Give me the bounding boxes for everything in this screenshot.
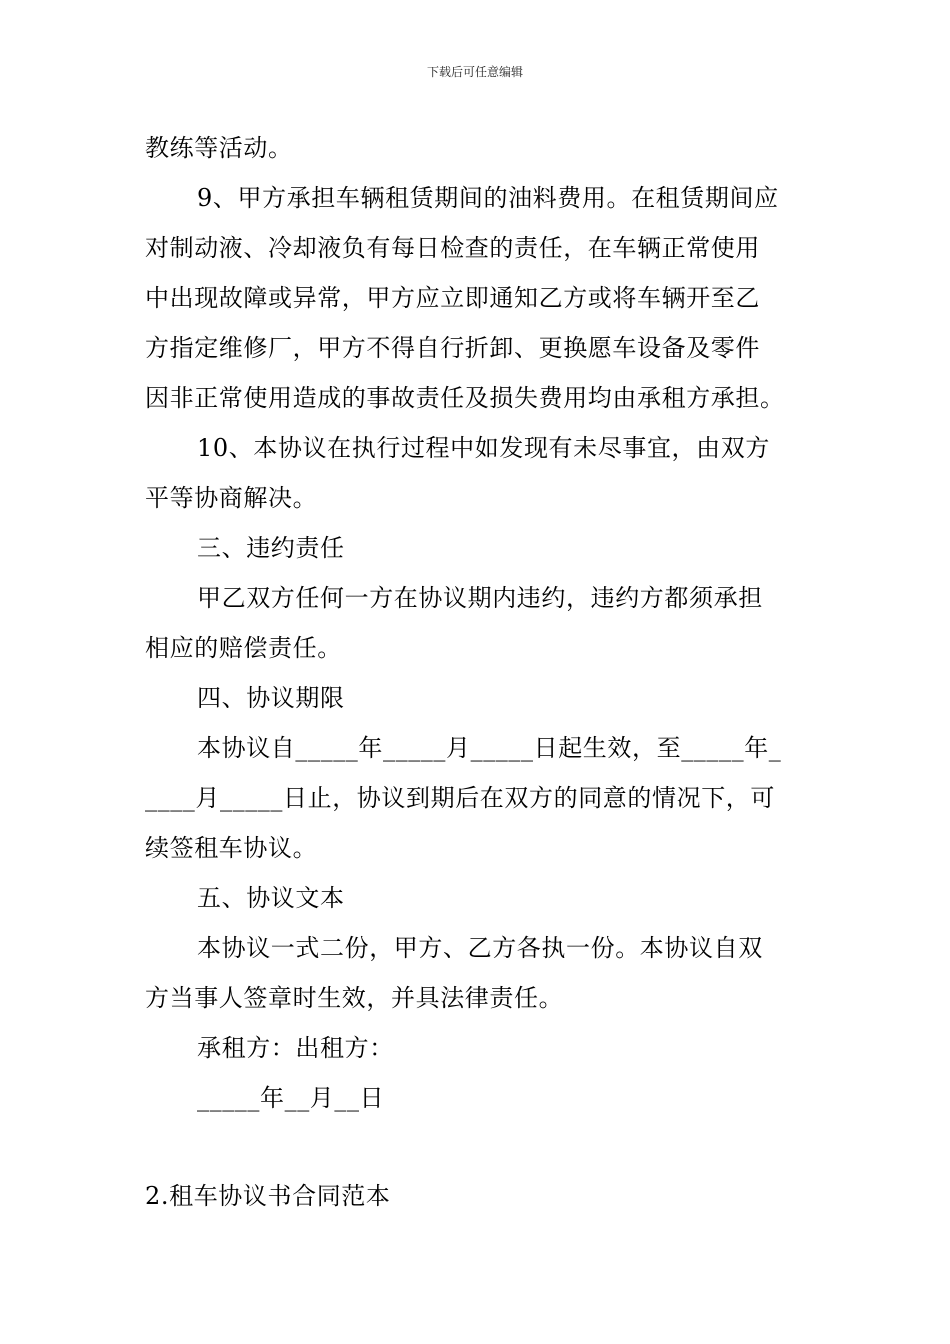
- signature-parties: 承租方：出租方：: [197, 1034, 394, 1062]
- body-line: 平等协商解决。: [145, 484, 318, 512]
- section-heading-text: 五、协议文本: [197, 884, 345, 912]
- body-line: 中出现故障或异常，甲方应立即通知乙方或将车辆开至乙: [145, 284, 760, 312]
- body-line: 方当事人签章时生效，并具法律责任。: [145, 984, 564, 1012]
- clause-10-line: 10、本协议在执行过程中如发现有未尽事宜，由双方: [197, 434, 770, 462]
- term-date-line: ____月_____日止，协议到期后在双方的同意的情况下，可: [145, 784, 775, 812]
- body-line: 对制动液、冷却液负有每日检查的责任，在车辆正常使用: [145, 234, 760, 262]
- body-line: 本协议一式二份，甲方、乙方各执一份。本协议自双: [197, 934, 763, 962]
- term-date-line: 本协议自_____年_____月_____日起生效，至_____年_: [197, 734, 782, 762]
- body-line: 甲乙双方任何一方在协议期内违约，违约方都须承担: [197, 584, 763, 612]
- signature-date: _____年__月__日: [197, 1084, 385, 1112]
- body-line: 方指定维修厂，甲方不得自行折卸、更换愿车设备及零件: [145, 334, 760, 362]
- body-line: 续签租车协议。: [145, 834, 318, 862]
- section-heading-breach: 三、违约责任: [197, 534, 345, 562]
- next-section-title: 2.租车协议书合同范本: [145, 1182, 391, 1210]
- section-heading-term: 四、协议期限: [197, 684, 345, 712]
- body-line: 相应的赔偿责任。: [145, 634, 342, 662]
- page-header: 下载后可任意编辑: [426, 65, 523, 79]
- body-line: 教练等活动。: [145, 134, 293, 162]
- body-line: 因非正常使用造成的事故责任及损失费用均由承租方承担。: [145, 384, 785, 412]
- clause-9-line: 9、甲方承担车辆租赁期间的油料费用。在租赁期间应: [197, 184, 779, 212]
